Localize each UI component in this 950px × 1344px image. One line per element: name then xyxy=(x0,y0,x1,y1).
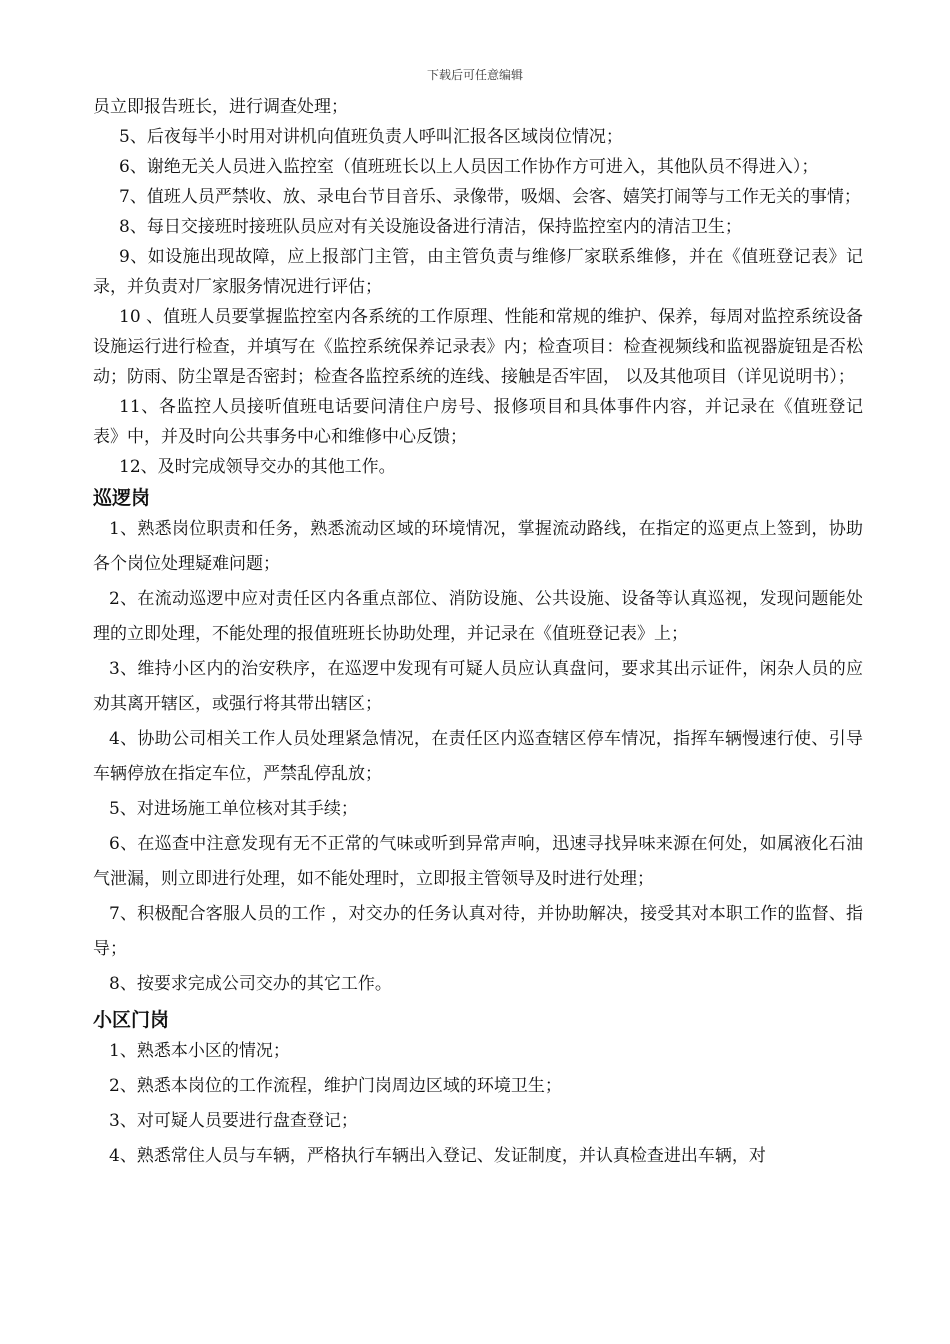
monitor-item: 12、及时完成领导交办的其他工作。 xyxy=(119,457,396,477)
monitor-item: 9、如设施出现故障，应上报部门主管，由主管负责与维修厂家联系维修，并在《值班登记表》记录，并负责对厂家服务情况进行评估； xyxy=(93,247,863,297)
patrol-item: 5、对进场施工单位核对其手续； xyxy=(109,799,358,819)
gate-item: 1、熟悉本小区的情况； xyxy=(109,1041,290,1061)
monitor-item: 6、谢绝无关人员进入监控室（值班班长以上人员因工作协作方可进入，其他队员不得进入）； xyxy=(119,157,819,177)
patrol-item: 7、积极配合客服人员的工作 ，对交办的任务认真对待，并协助解决，接受其对本职工作的监督、指导； xyxy=(93,904,863,959)
patrol-item: 4、协助公司相关工作人员处理紧急情况，在责任区内巡查辖区停车情况，指挥车辆慢速行使、引导车辆停放在指定车位，严禁乱停乱放； xyxy=(93,729,863,784)
document-body xyxy=(93,92,863,1174)
monitor-item: 7、值班人员严禁收、放、录电台节目音乐、录像带，吸烟、会客、嬉笑打闹等与工作无关的事情； xyxy=(119,187,861,207)
section-heading-patrol: 巡逻岗 xyxy=(93,487,151,509)
monitor-item: 11、各监控人员接听值班电话要问清住户房号、报修项目和具体事件内容，并记录在《值班登记表》中，并及时向公共事务中心和维修中心反馈； xyxy=(93,397,863,447)
gate-item: 3、对可疑人员要进行盘查登记； xyxy=(109,1111,358,1131)
patrol-item: 8、按要求完成公司交办的其它工作。 xyxy=(109,974,392,994)
patrol-item: 1、熟悉岗位职责和任务，熟悉流动区域的环境情况，掌握流动路线，在指定的巡更点上签到，协助各个岗位处理疑难问题； xyxy=(93,519,863,574)
gate-item: 4、熟悉常住人员与车辆，严格执行车辆出入登记、发证制度，并认真检查进出车辆，对 xyxy=(109,1146,766,1166)
monitor-item: 8、每日交接班时接班队员应对有关设施设备进行清洁，保持监控室内的清洁卫生； xyxy=(119,217,742,237)
page-header: 下载后可任意编辑 xyxy=(426,68,523,82)
gate-item: 2、熟悉本岗位的工作流程，维护门岗周边区域的环境卫生； xyxy=(109,1076,562,1096)
patrol-item: 2、在流动巡逻中应对责任区内各重点部位、消防设施、公共设施、设备等认真巡视，发现问题能处理的立即处理，不能处理的报值班班长协助处理，并记录在《值班登记表》上； xyxy=(93,589,863,644)
section-heading-gate: 小区门岗 xyxy=(93,1009,170,1031)
patrol-item: 3、维持小区内的治安秩序，在巡逻中发现有可疑人员应认真盘问，要求其出示证件，闲杂人员的应劝其离开辖区，或强行将其带出辖区； xyxy=(93,659,863,714)
monitor-item: 5、后夜每半小时用对讲机向值班负责人呼叫汇报各区域岗位情况； xyxy=(119,127,623,147)
monitor-item: 员立即报告班长，进行调查处理； xyxy=(93,97,348,117)
monitor-item: 10 、值班人员要掌握监控室内各系统的工作原理、性能和常规的维护、保养，每周对监控系统设备设施运行进行检查，并填写在《监控系统保养记录表》内；检查项目：检查视频线和监视器旋钮是否松动；防雨、防尘罩是否密封；检查各监控系统的连线、接触是否牢固， 以及其他项目（详见说明书）； xyxy=(93,307,863,387)
patrol-item: 6、在巡查中注意发现有无不正常的气味或听到异常声响，迅速寻找异味来源在何处，如属液化石油气泄漏，则立即进行处理，如不能处理时，立即报主管领导及时进行处理； xyxy=(93,834,863,889)
